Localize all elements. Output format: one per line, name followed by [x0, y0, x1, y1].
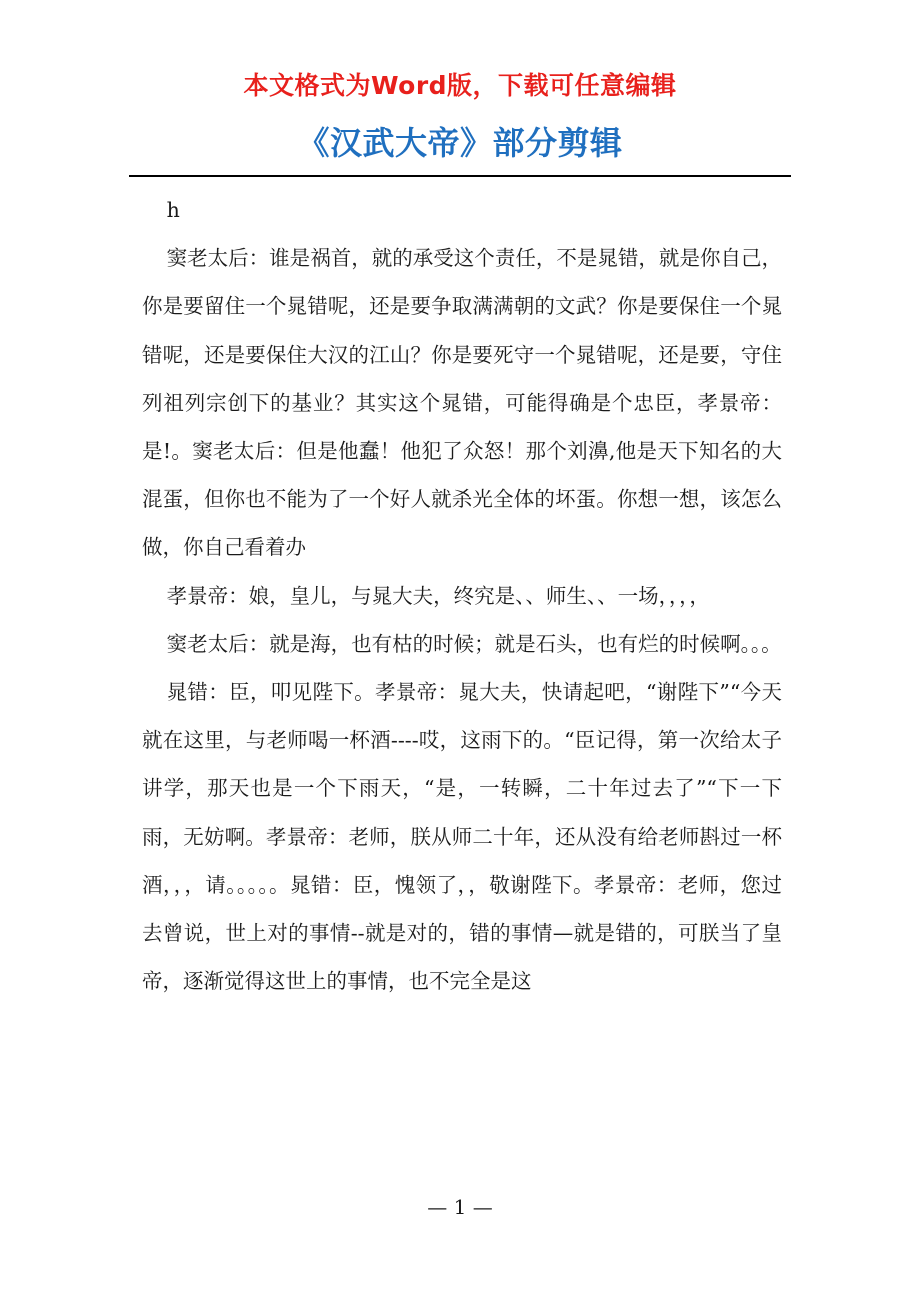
format-notice: 本文格式为Word版，下载可任意编辑: [243, 71, 677, 100]
document-title: 《汉武大帝》部分剪辑: [297, 124, 623, 162]
page-number: — 1 —: [427, 1195, 493, 1219]
paragraph: h: [166, 198, 180, 222]
paragraph: 窦老太后：就是海，也有枯的时候；就是石头，也有烂的时候啊。。。: [166, 631, 782, 656]
paragraph: 孝景帝：娘，皇儿，与晁大夫，终究是、、师生、、一场，，，，: [166, 583, 710, 608]
paragraph: 晁错：臣，叩见陛下。孝景帝：晁大夫，快请起吧，“谢陛下”“今天就在这里，与老师喝一杯酒----哎，这雨下的。“臣记得，第一次给太子讲学，那天也是一个下雨天，“是，一转瞬，二十年过去了”“下一下雨，无妨啊。孝景帝：老师，朕从师二十年，还从没有给老师斟过一杯酒，，，请。。。。。晁错：臣，愧领了，，敬谢陛下。孝景帝：老师，您过去曾说，世上对的事情--就是对的，错的事情—就是错的，可朕当了皇帝，逐渐觉得这世上的事情，也不完全是这: [142, 680, 782, 994]
title-divider: [129, 175, 791, 177]
paragraph: 窦老太后：谁是祸首，就的承受这个责任，不是晁错，就是你自己，你是要留住一个晁错呢，还是要争取满满朝的文武？你是要保住一个晁错呢，还是要保住大汉的江山？你是要死守一个晁错呢，还是要，守住列祖列宗创下的基业？其实这个晁错，可能得确是个忠臣，孝景帝：是!。窦老太后：但是他蠢！他犯了众怒！那个刘濞,他是天下知名的大混蛋，但你也不能为了一个好人就杀光全体的坏蛋。你想一想，该怎么做，你自己看着办: [142, 246, 782, 560]
document-body: [142, 186, 782, 1005]
